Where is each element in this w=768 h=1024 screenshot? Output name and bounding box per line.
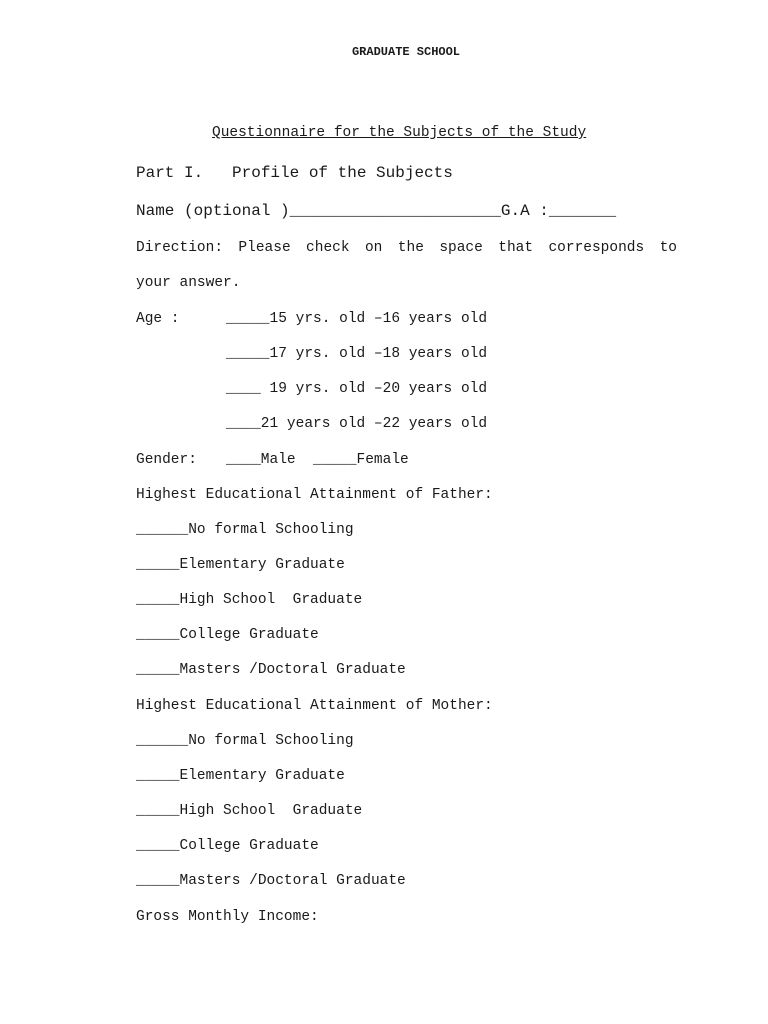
mother-option-2: _____Elementary Graduate bbox=[136, 768, 345, 784]
age-label: Age : bbox=[136, 311, 180, 327]
mother-option-1: ______No formal Schooling bbox=[136, 733, 354, 749]
part-heading: Part I. Profile of the Subjects bbox=[136, 164, 453, 182]
mother-option-4: _____College Graduate bbox=[136, 838, 319, 854]
direction-text-line2: your answer. bbox=[136, 275, 241, 291]
father-option-4: _____College Graduate bbox=[136, 627, 319, 643]
gender-label: Gender: bbox=[136, 452, 197, 468]
father-education-label: Highest Educational Attainment of Father: bbox=[136, 487, 493, 503]
father-option-5: _____Masters /Doctoral Graduate bbox=[136, 662, 406, 678]
father-option-1: ______No formal Schooling bbox=[136, 522, 354, 538]
direction-text-line1: Direction: Please check on the space that corresponds to bbox=[136, 240, 677, 256]
father-option-3: _____High School Graduate bbox=[136, 592, 363, 608]
questionnaire-title: Questionnaire for the Subjects of the Study bbox=[212, 125, 587, 141]
mother-education-label: Highest Educational Attainment of Mother: bbox=[136, 698, 493, 714]
age-option-2: _____17 yrs. old –18 years old bbox=[226, 346, 488, 362]
income-label: Gross Monthly Income: bbox=[136, 909, 319, 925]
age-option-4: ____21 years old –22 years old bbox=[226, 416, 488, 432]
name-field-line: Name (optional )______________________G.A :_______ bbox=[136, 202, 617, 220]
school-header: GRADUATE SCHOOL bbox=[351, 45, 461, 59]
age-option-3: ____ 19 yrs. old –20 years old bbox=[226, 381, 488, 397]
age-option-1: _____15 yrs. old –16 years old bbox=[226, 311, 488, 327]
mother-option-5: _____Masters /Doctoral Graduate bbox=[136, 873, 406, 889]
father-option-2: _____Elementary Graduate bbox=[136, 557, 345, 573]
gender-options: ____Male _____Female bbox=[226, 452, 409, 468]
mother-option-3: _____High School Graduate bbox=[136, 803, 363, 819]
